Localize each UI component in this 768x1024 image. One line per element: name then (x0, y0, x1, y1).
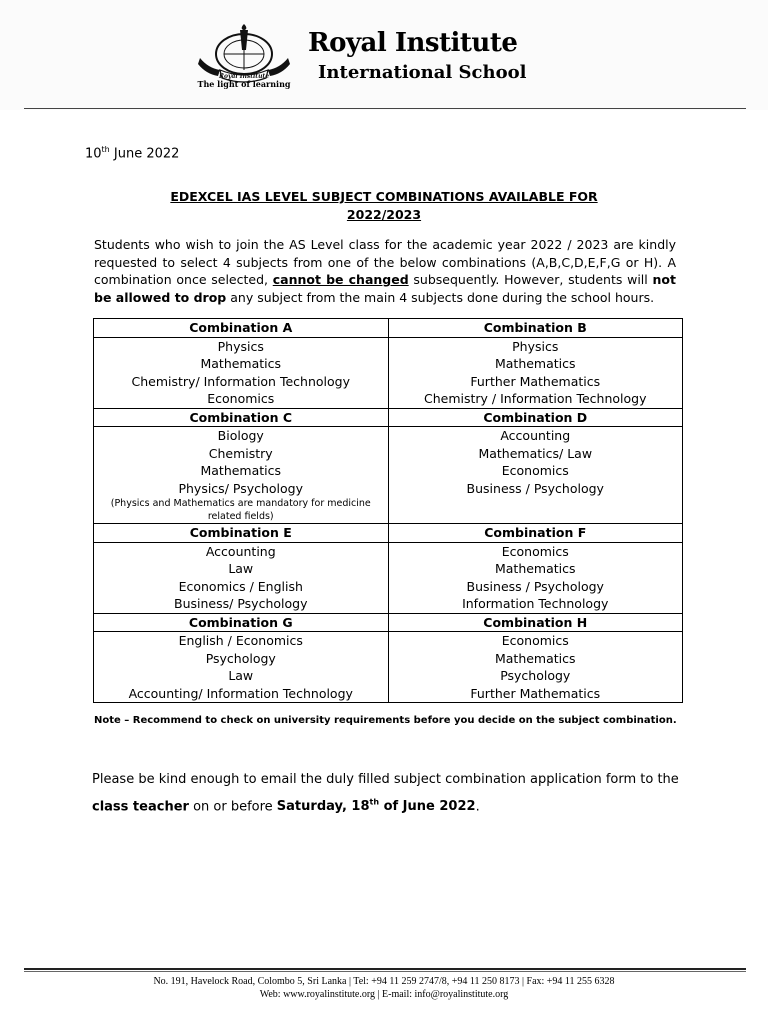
header-divider (24, 108, 746, 109)
intro-paragraph: Students who wish to join the AS Level class for the academic year 2022 / 2023 are kindly requested to select 4 subjects from one of the below combinations (A,B,C,D,E,F,G or H). A combination once selected, cannot be changed subsequently. However, students will not be allowed to drop any subject from the main 4 subjects done during the school hours. (94, 237, 676, 305)
combinations-table (93, 318, 683, 703)
subject: Physics (512, 338, 559, 354)
subject: Mathematics (200, 463, 282, 478)
subject: Accounting/ Information Technology (128, 685, 353, 701)
subject: Chemistry / Information Technology (424, 391, 647, 406)
school-tagline: The light of learning (197, 79, 291, 89)
combination-c-note: (Physics and Mathematics are mandatory for medicine related fields) (110, 498, 371, 522)
combination-b-subjects (388, 337, 683, 408)
subject: Business/ Psychology (174, 596, 308, 611)
subject: Mathematics (494, 561, 576, 576)
combination-a-title: Combination A (94, 319, 389, 338)
university-note: Note – Recommend to check on university requirements before you decide on the subject combination. (94, 715, 677, 726)
footer-address: No. 191, Havelock Road, Colombo 5, Sri Lanka | Tel: +94 11 259 2747/8, +94 11 250 8173 | Fax: +94 11 255 6328 (153, 976, 615, 987)
subject: English / Economics (178, 633, 303, 648)
heading-line-2: 2022/2023 (346, 207, 422, 222)
subject: Economics (501, 463, 569, 478)
subject: Economics (207, 391, 275, 406)
subject: Chemistry (208, 445, 273, 461)
footer-web-email: Web: www.royalinstitute.org | E-mail: info@royalinstitute.org (259, 989, 509, 1000)
combination-e-title: Combination E (94, 524, 389, 543)
closing-line-1: Please be kind enough to email the duly filled subject combination application form to the (92, 772, 679, 787)
subject: Business / Psychology (466, 578, 604, 594)
combination-d-subjects (388, 427, 683, 524)
footer-contact (0, 975, 768, 1001)
subject: Accounting (205, 543, 276, 559)
heading-line-1: EDEXCEL IAS LEVEL SUBJECT COMBINATIONS AVAILABLE FOR (170, 189, 598, 204)
subject: Mathematics (494, 650, 576, 666)
combination-b-title: Combination B (388, 319, 683, 338)
footer-divider-thin (24, 971, 746, 972)
subject: Law (228, 561, 254, 576)
subject: Economics (501, 543, 569, 559)
logo-ribbon-text: Royal Institute (218, 73, 270, 80)
combination-f-title: Combination F (388, 524, 683, 543)
combination-e-subjects (94, 542, 389, 613)
closing-line-2: class teacher on or before Saturday, 18th of June 2022. (92, 798, 480, 815)
subject: Physics/ Psychology (178, 480, 304, 496)
subject: Psychology (205, 650, 276, 666)
school-subtitle: International School (318, 62, 527, 83)
combination-h-title: Combination H (388, 613, 683, 632)
combination-d-title: Combination D (388, 408, 683, 427)
school-name: Royal Institute (308, 28, 518, 58)
document-heading (94, 188, 674, 224)
subject: Economics / English (178, 578, 303, 594)
letter-date: 10th June 2022 (85, 145, 180, 162)
combination-a-subjects (94, 337, 389, 408)
combination-g-subjects (94, 632, 389, 703)
subject: Chemistry/ Information Technology (131, 373, 350, 389)
footer-divider (24, 968, 746, 970)
subject: Law (228, 668, 254, 683)
subject: Information Technology (462, 596, 609, 611)
subject: Biology (217, 428, 264, 443)
subject: Economics (501, 633, 569, 648)
subject: Mathematics/ Law (478, 445, 593, 461)
subject: Mathematics (494, 356, 576, 371)
subject: Business / Psychology (466, 480, 604, 496)
subject: Accounting (500, 428, 571, 443)
subject: Further Mathematics (470, 685, 601, 701)
combination-f-subjects (388, 542, 683, 613)
subject: Psychology (500, 668, 571, 683)
combination-c-title: Combination C (94, 408, 389, 427)
combination-c-subjects (94, 427, 389, 524)
subject: Physics (217, 338, 264, 354)
subject: Further Mathematics (470, 373, 601, 389)
combination-g-title: Combination G (94, 613, 389, 632)
subject: Mathematics (200, 356, 282, 371)
combination-h-subjects (388, 632, 683, 703)
